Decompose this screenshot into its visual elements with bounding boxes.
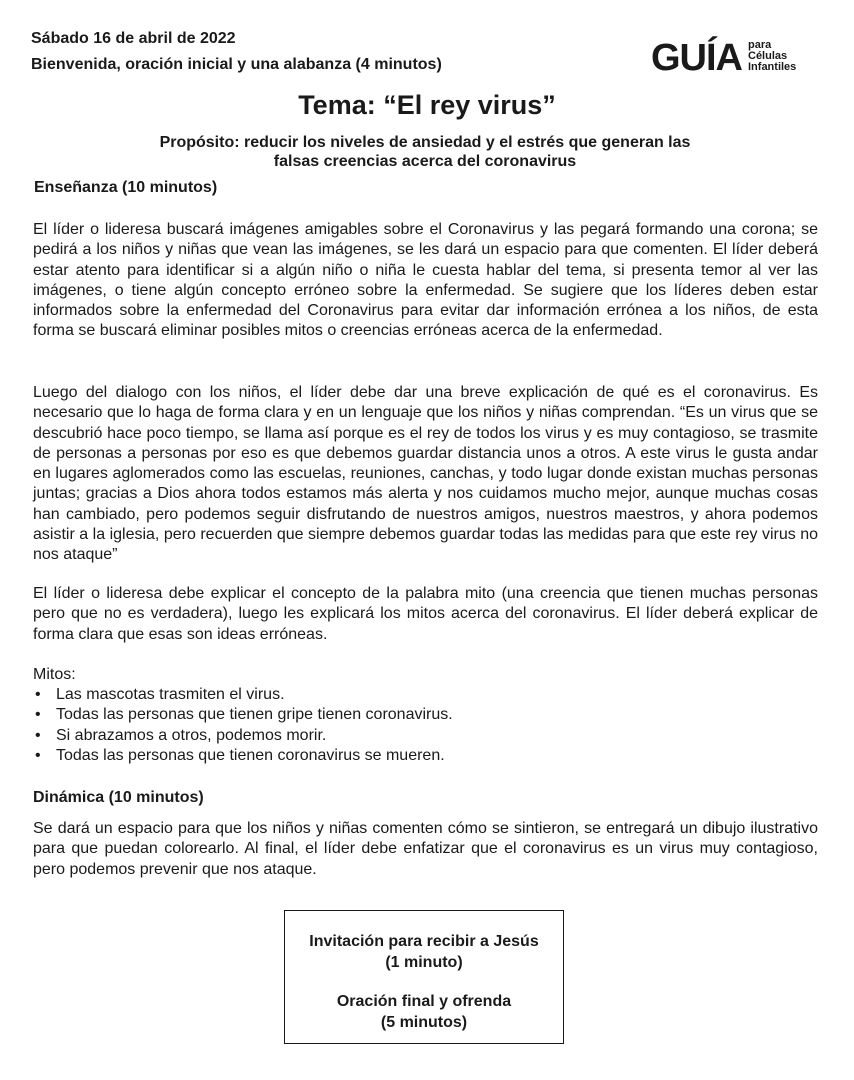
dynamics-paragraph: Se dará un espacio para que los niños y niñas comenten cómo se sintieron, se entregará un dibujo ilustrativo para que puedan colorearlo. Al final, el líder debe enfatizar que el coronavirus es un virus muy contagioso, pero podemos prevenir que nos ataque. — [33, 820, 818, 878]
teaching-paragraph-2: Luego del dialogo con los niños, el líder debe dar una breve explicación de qué es el coronavirus. Es necesario que lo haga de forma clara y en un lenguaje que los niños y niñas comprendan. “Es un virus que se descubrió hace poco tiempo, se llama así porque es el rey de todos los virus y es muy contagioso, se trasmite de personas a personas por eso es que debemos guardar distancia unos a otros. A este virus le gusta andar en lugares aglomerados como las escuelas, reuniones, canchas, y todo lugar donde existan muchas personas juntas; gracias a Dios ahora todos estamos más alerta y nos cuidamos mucho mejor, aunque muchas cosas han cambiado, pero podemos seguir disfrutando de nuestros amigos, nuestros maestros, y ahora podemos asistir a la iglesia, pero recuerden que siempre debemos guardar todas las medidas para que este rey virus no nos ataque” — [33, 384, 818, 564]
purpose-line1: Propósito: reducir los niveles de ansiedad y el estrés que generan las — [159, 134, 691, 151]
prayer-duration: (5 minutos) — [380, 1013, 468, 1031]
myth-item: • Todas las personas que tienen coronavirus se mueren. — [33, 746, 453, 766]
myth-item: • Las mascotas trasmiten el virus. — [33, 685, 453, 705]
closing-box — [284, 910, 564, 1044]
logo-subtitle — [748, 40, 796, 73]
date-line: Sábado 16 de abril de 2022 — [31, 30, 236, 47]
invitation-title: Invitación para recibir a Jesús — [309, 933, 539, 950]
myths-list — [33, 685, 453, 766]
page-title: Tema: “El rey virus” — [298, 90, 556, 120]
dynamics-heading: Dinámica (10 minutos) — [33, 789, 204, 806]
myths-label: Mitos: — [33, 666, 76, 683]
prayer-block — [285, 992, 563, 1033]
teaching-heading: Enseñanza (10 minutos) — [34, 179, 218, 196]
invitation-duration: (1 minuto) — [385, 953, 463, 971]
purpose-line2: falsas creencias acerca del coronavirus — [273, 153, 577, 170]
teaching-paragraph-1: El líder o lideresa buscará imágenes amigables sobre el Coronavirus y las pegará formando una corona; se pedirá a los niños y niñas que vean las imágenes, se les dará un espacio para que comenten. El líder deberá estar atento para identificar si a algún niño o niña le cuesta hablar del tema, si presenta temor al ver las imágenes, o tiene algún concepto erróneo sobre la enfermedad. Se sugiere que los líderes deben estar informados sobre la enfermedad del Coronavirus para evitar dar información errónea a los niños, de esta forma se buscará eliminar posibles mitos o creencias erróneas acerca de la enfermedad. — [33, 221, 818, 340]
guia-logo — [651, 38, 821, 78]
myth-item: • Todas las personas que tienen gripe tienen coronavirus. — [33, 705, 453, 725]
logo-wordmark: GUÍA — [651, 37, 742, 79]
logo-sub-line3: Infantiles — [748, 61, 797, 73]
logo-sub-line2: Células — [748, 50, 788, 62]
teaching-paragraph-3: El líder o lideresa debe explicar el concepto de la palabra mito (una creencia que tienen muchas personas pero que no es verdadera), luego les explicará los mitos acerca del coronavirus. El líder deberá explicar de forma clara que esas son ideas erróneas. — [33, 585, 818, 643]
invitation-block — [285, 932, 563, 973]
logo-sub-line1: para — [748, 39, 772, 51]
myth-item: • Si abrazamos a otros, podemos morir. — [33, 726, 453, 746]
welcome-line: Bienvenida, oración inicial y una alabanza (4 minutos) — [31, 56, 442, 73]
purpose-statement — [100, 133, 750, 171]
prayer-title: Oración final y ofrenda — [336, 993, 512, 1010]
